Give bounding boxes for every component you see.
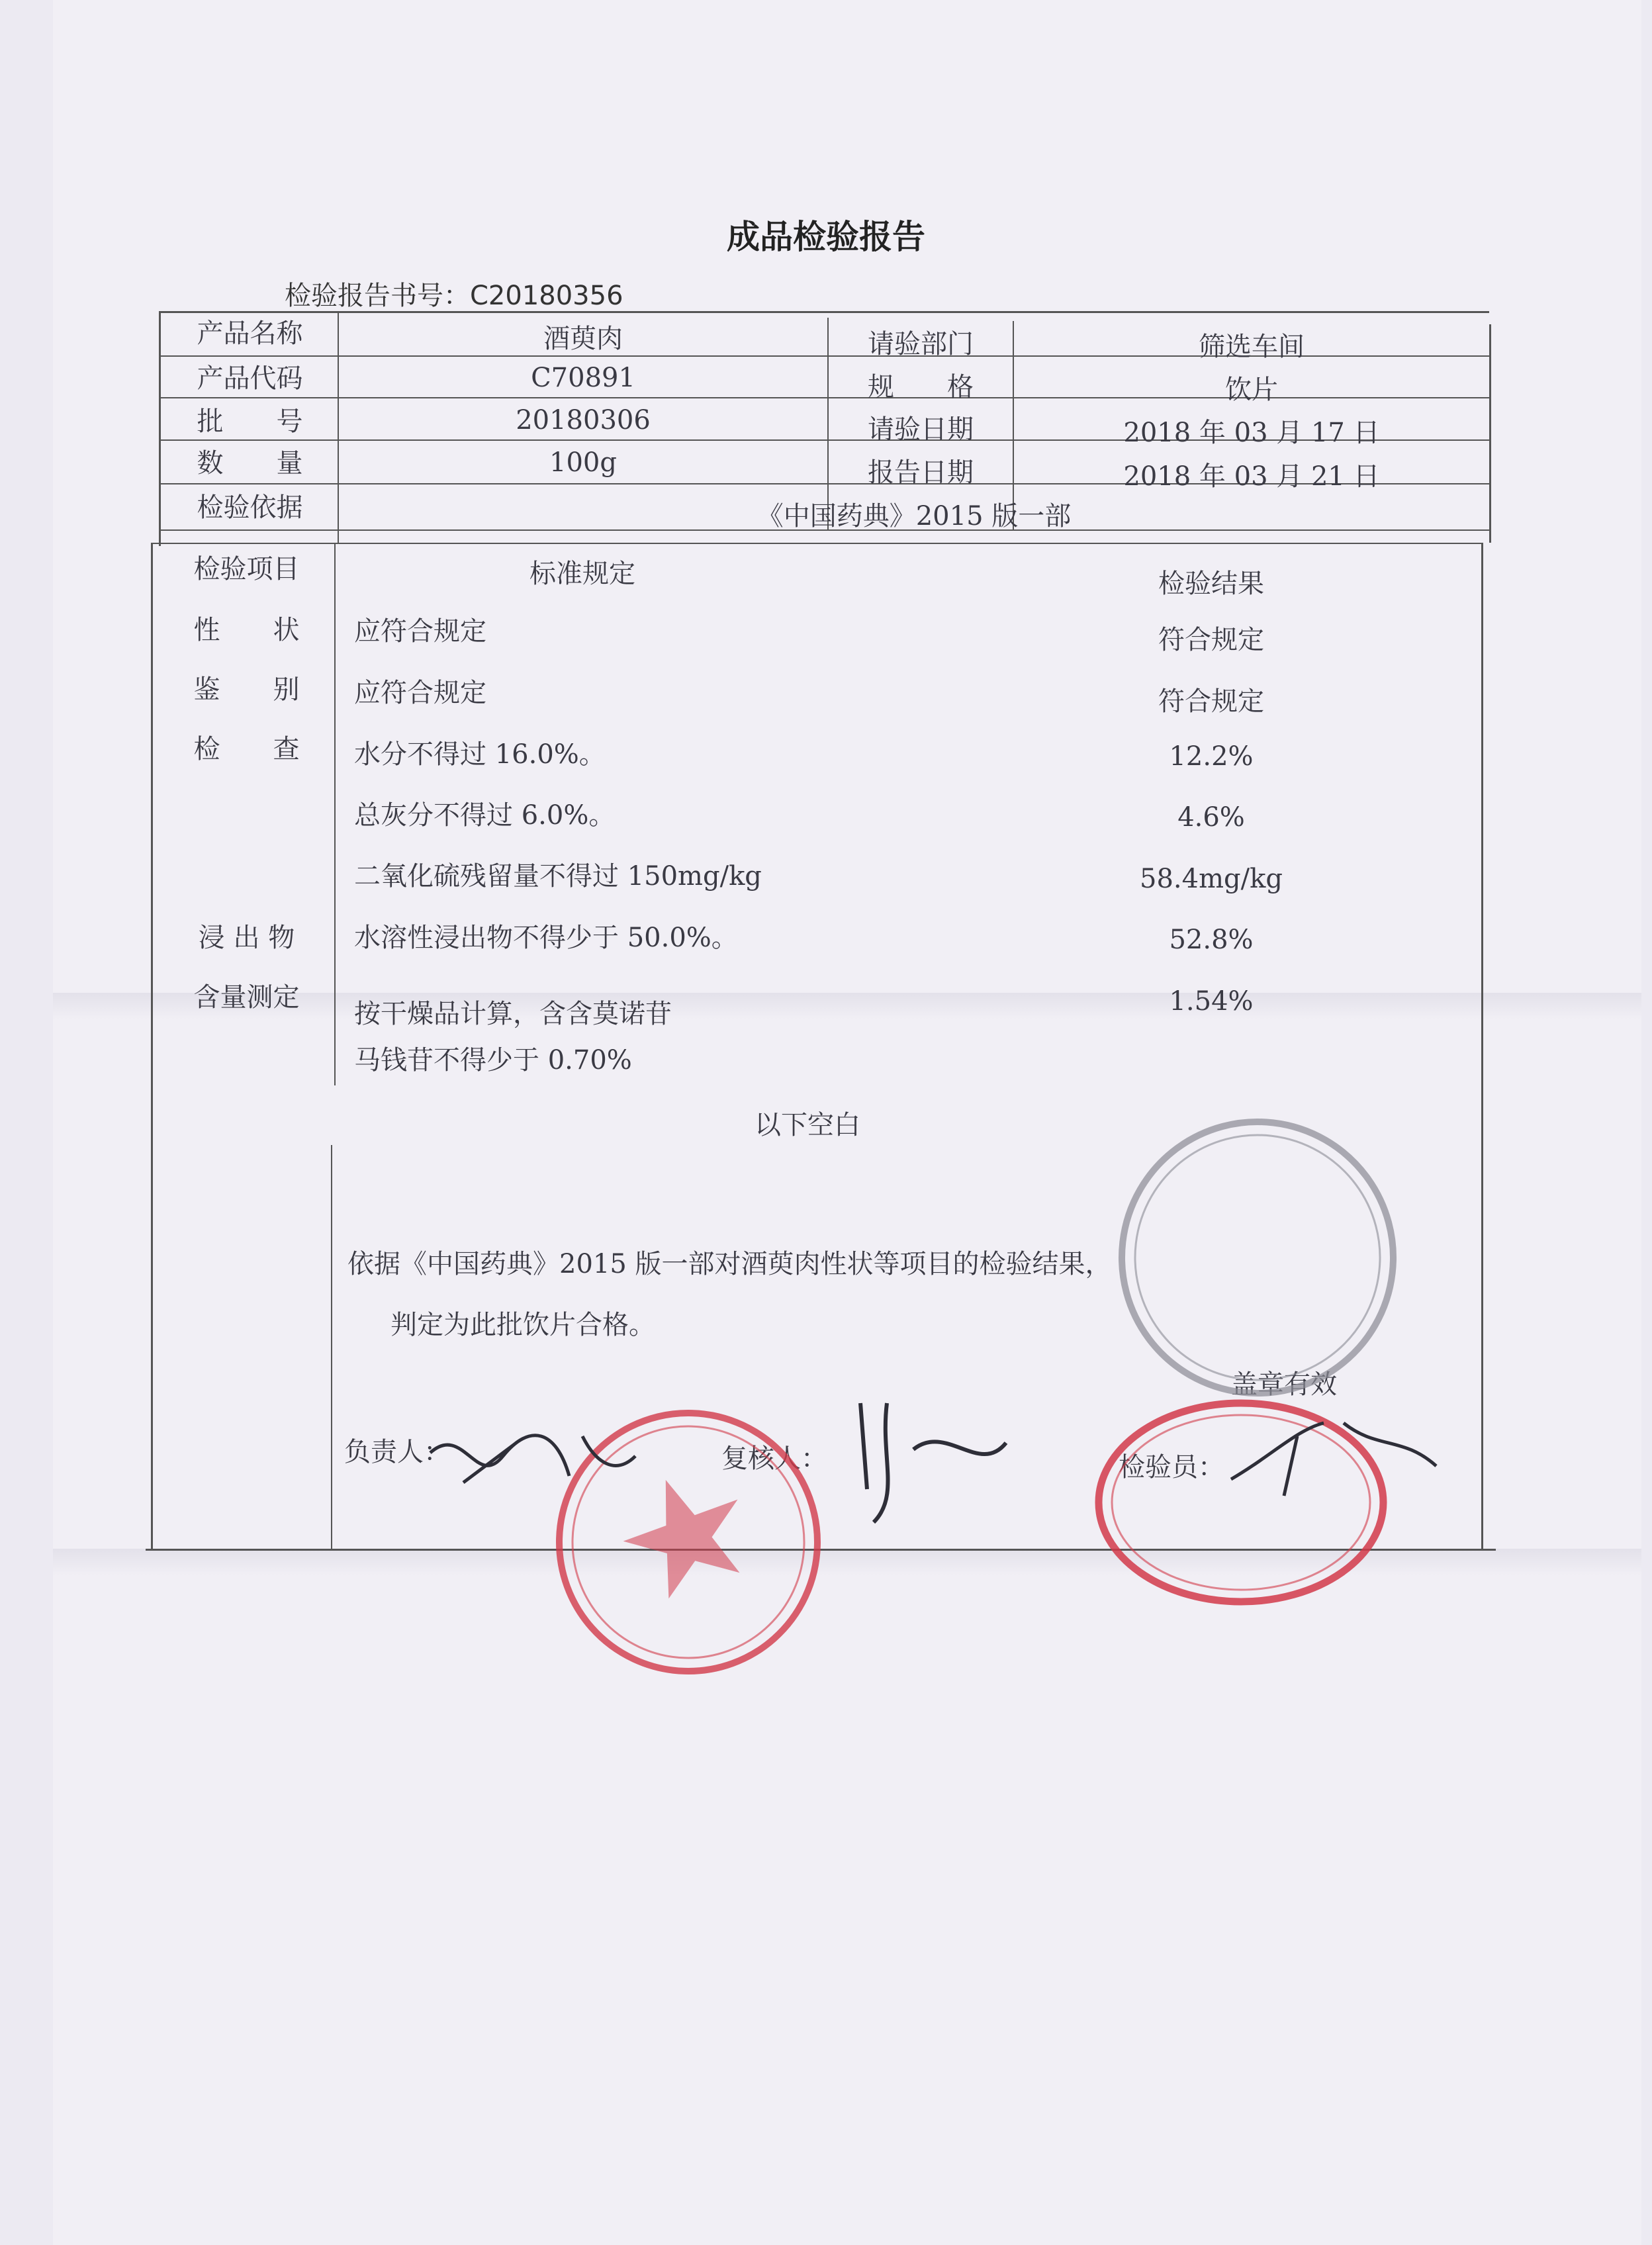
test-result: 4.6% — [1177, 802, 1245, 833]
column-header-result: 检验结果 — [1158, 569, 1264, 599]
test-standard: 水分不得过 16.0%。 — [354, 739, 606, 770]
product-name: 酒萸肉 — [543, 324, 623, 354]
gray-stamp — [1091, 1091, 1424, 1424]
batch-label: 批 号 — [197, 406, 303, 437]
test-item: 检 查 — [193, 734, 300, 764]
basis-label: 检验依据 — [197, 492, 303, 523]
spec: 饮片 — [1225, 375, 1278, 405]
request-date: 2018 年 03 月 17 日 — [1123, 418, 1380, 448]
test-standard: 应符合规定 — [354, 616, 486, 647]
test-standard: 二氧化硫残留量不得过 150mg/kg — [354, 861, 762, 892]
test-item: 含量测定 — [193, 982, 300, 1013]
product-code-label: 产品代码 — [197, 363, 303, 394]
responsible-label: 负责人： — [344, 1437, 450, 1467]
test-result: 符合规定 — [1158, 625, 1264, 655]
quantity: 100g — [549, 447, 617, 478]
test-result: 1.54% — [1169, 986, 1254, 1017]
red-stamp-left — [523, 1377, 854, 1708]
report-number: 检验报告书号：C20180356 — [285, 281, 623, 311]
test-result: 52.8% — [1169, 925, 1254, 955]
test-standard: 总灰分不得过 6.0%。 — [354, 800, 616, 831]
batch: 20180306 — [516, 405, 651, 435]
test-item: 鉴 别 — [193, 674, 300, 705]
dept-label: 请验部门 — [868, 329, 974, 359]
red-stamp-right — [1099, 1403, 1383, 1602]
conclusion-line-1: 依据《中国药典》2015 版一部对酒萸肉性状等项目的检验结果， — [347, 1249, 1112, 1279]
signature-reviewer — [860, 1403, 1006, 1522]
content-standard-continuation: 马钱苷不得少于 0.70% — [354, 1045, 632, 1076]
test-standard: 按干燥品计算，含含莫诺苷 — [354, 999, 672, 1029]
test-item: 性 状 — [193, 615, 300, 645]
column-header-item: 检验项目 — [193, 554, 300, 584]
test-result: 58.4mg/kg — [1140, 864, 1283, 894]
test-item: 浸 出 物 — [198, 923, 295, 953]
conclusion-line-2: 判定为此批饮片合格。 — [390, 1310, 655, 1340]
inspector-label: 检验员： — [1119, 1452, 1224, 1483]
basis: 《中国药典》2015 版一部 — [757, 501, 1072, 531]
product-name-label: 产品名称 — [197, 318, 303, 349]
test-standard: 水溶性浸出物不得少于 50.0%。 — [354, 923, 738, 953]
report-date-label: 报告日期 — [868, 457, 974, 488]
dept: 筛选车间 — [1199, 332, 1305, 362]
quantity-label: 数 量 — [197, 448, 303, 479]
report-date: 2018 年 03 月 21 日 — [1123, 461, 1380, 492]
blank-note: 以下空白 — [755, 1110, 860, 1140]
column-header-standard: 标准规定 — [529, 559, 635, 589]
spec-label: 规 格 — [868, 372, 974, 402]
test-result: 12.2% — [1169, 741, 1254, 772]
test-result: 符合规定 — [1158, 686, 1264, 717]
test-standard: 应符合规定 — [354, 678, 486, 708]
reviewer-label: 复核人： — [721, 1443, 827, 1474]
signature-inspector — [1231, 1423, 1436, 1496]
seal-valid-note: 盖章有效 — [1231, 1369, 1337, 1400]
request-date-label: 请验日期 — [868, 414, 974, 445]
page-title: 成品检验报告 — [727, 218, 925, 256]
product-code: C70891 — [531, 363, 635, 393]
